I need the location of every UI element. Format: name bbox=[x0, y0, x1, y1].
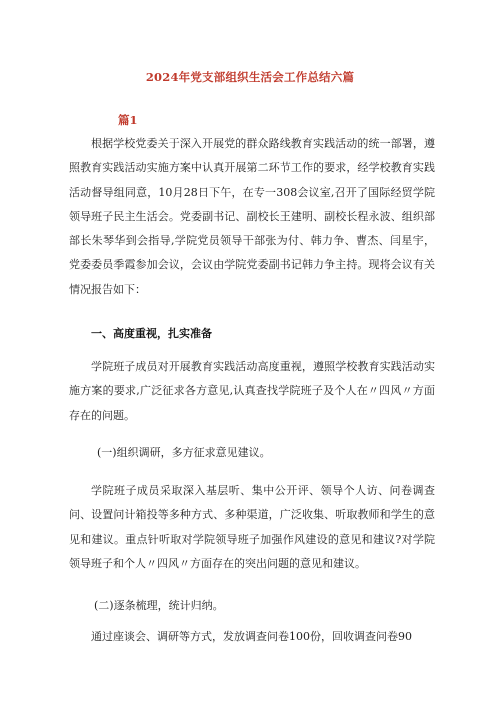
section-heading-1: 一、高度重视，扎实准备 bbox=[91, 327, 212, 340]
section-label: 篇1 bbox=[118, 113, 138, 127]
paragraph-1: 学院班子成员对开展教育实践活动高度重视，遵照学校教育实践活动实施方案的要求,广泛征求各方意见,认真查找学院班子及个人在〃四风〃方面存在的问题。 bbox=[69, 360, 435, 422]
paragraph-3: 通过座谈会、调研等方式，发放调查问卷100份，回收调查问卷90 bbox=[91, 630, 412, 643]
paragraph-2: 学院班子成员采取深入基层听、集中公开评、领导个人访、问卷调查问、设置问计箱投等多种方式、多种渠道，广泛收集、听取教师和学生的意见和建议。重点针听取对学院领导班子加强作风建设的意见和建议?对学院领导班子和个人〃四风〃方面存在的突出问题的意见和建议。 bbox=[69, 484, 435, 570]
intro-paragraph: 根据学校党委关于深入开展党的群众路线教育实践活动的统一部署，遵照教育实践活动实施方案中认真开展第二环节工作的要求，经学校教育实践活动督导组同意，10月28日下午，在专一308会议室,召开了国际经贸学院领导班子民主生活会。党委副书记、副校长王建明、副校长程永波、组织部部长朱琴华到会指导,学院党员领导干部张为付、韩力争、曹杰、闫星宇，党委委员季霞参加会议，会议由学院党委副书记韩力争主持。现将会议有关情况报告如下： bbox=[69, 137, 435, 296]
subheading-2: (二)逐条梳理，统计归纳。 bbox=[94, 599, 224, 612]
subheading-1: (一)组织调研，多方征求意见建议。 bbox=[97, 446, 271, 459]
document-title: 2024年党支部组织生活会工作总结六篇 bbox=[145, 70, 355, 84]
